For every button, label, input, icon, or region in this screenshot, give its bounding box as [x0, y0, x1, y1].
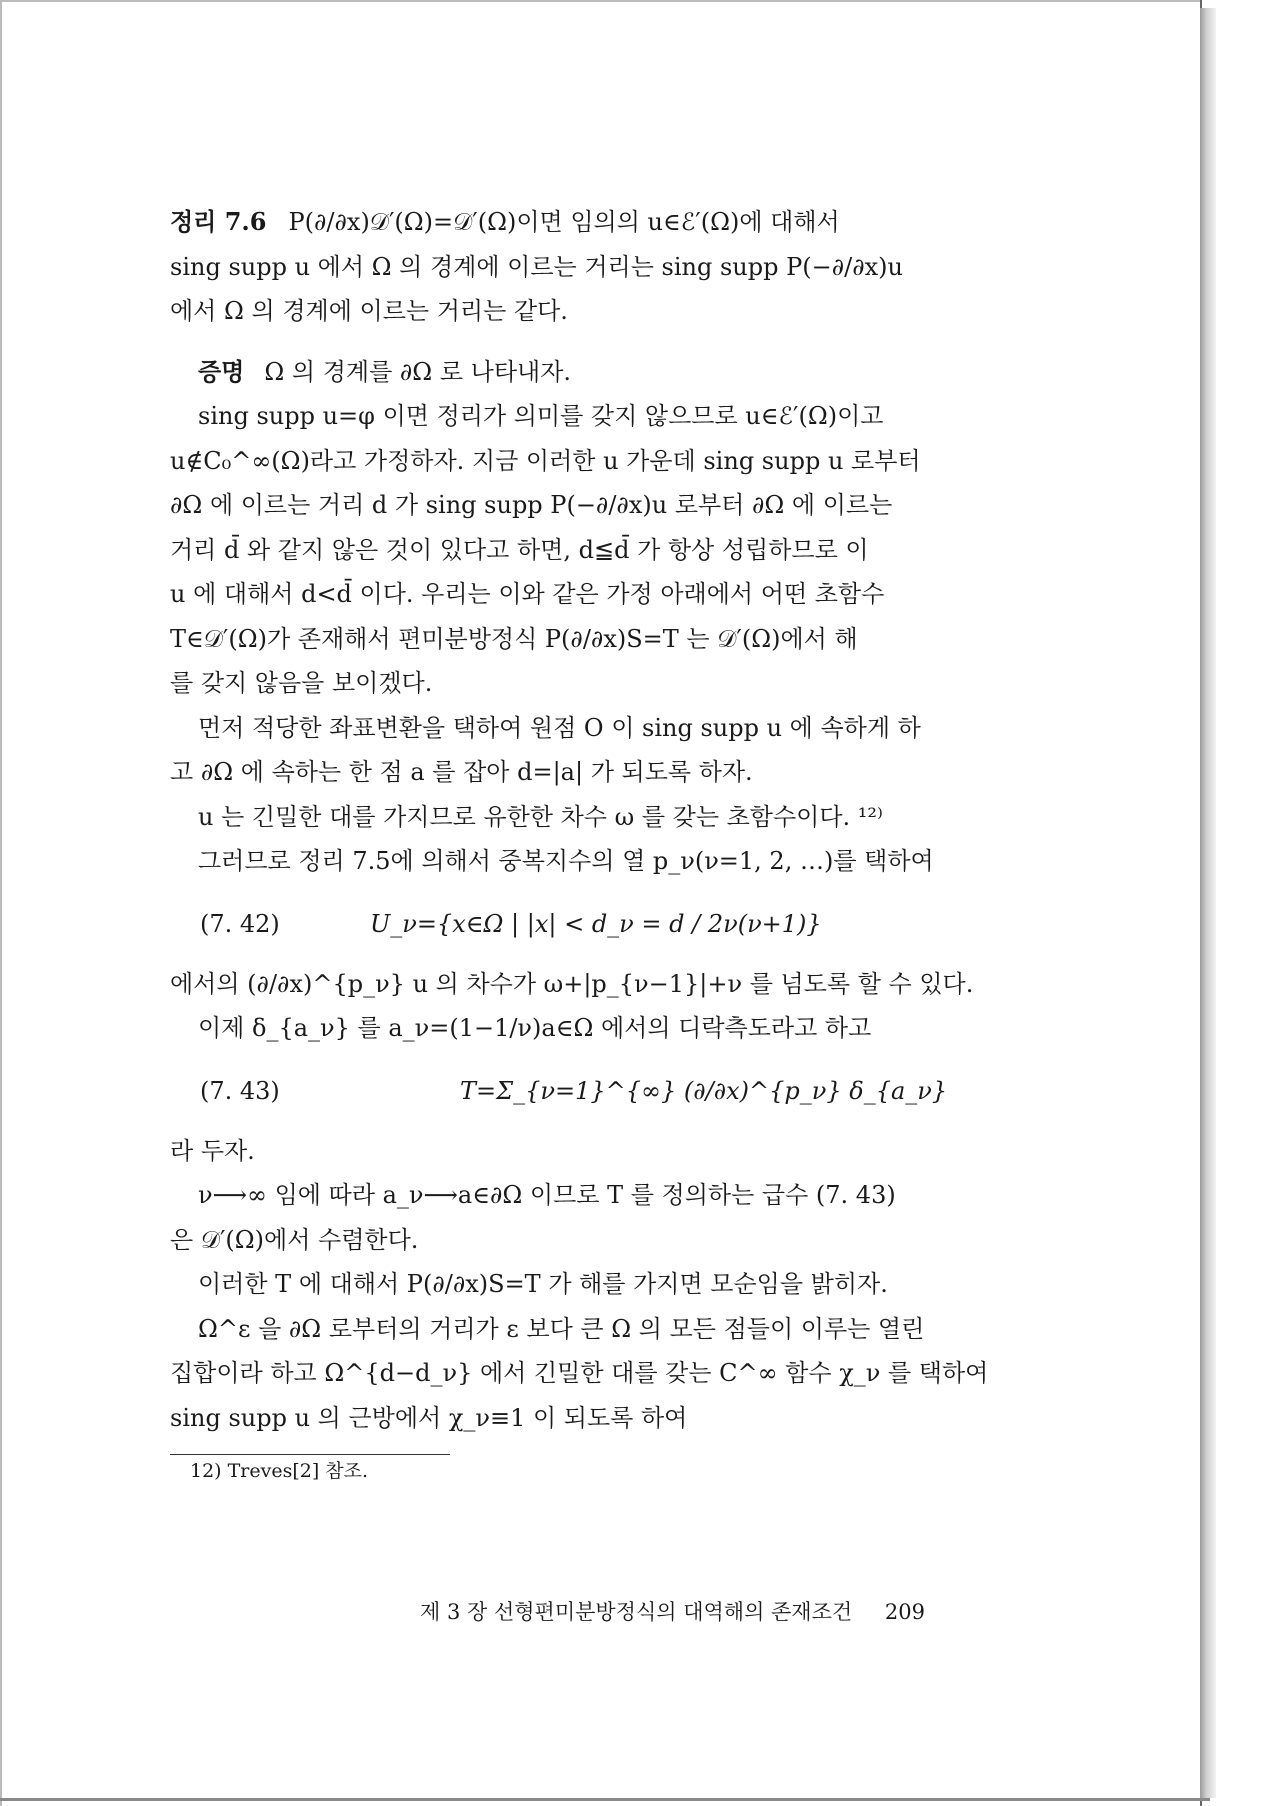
theorem-line-3: 에서 Ω 의 경계에 이르는 거리는 같다. [170, 297, 568, 325]
equation-7-42 [170, 884, 1020, 962]
equation-body-7-43: T=Σ_{ν=1}^{∞} (∂/∂x)^{p_ν} δ_{a_ν} [460, 1076, 948, 1105]
theorem-line-1 [170, 200, 1020, 245]
proof-intro-line [170, 350, 1020, 395]
proof-para1-line-2: u∉C₀^∞(Ω)라고 가정하자. 지금 이러한 u 가운데 sing supp u 로부터 [170, 446, 921, 475]
proof-para7: 라 두자. [170, 1136, 255, 1165]
proof-para4: 그러므로 정리 7.5에 의해서 중복지수의 열 p_ν(ν=1, 2, …)를 택하여 [198, 847, 934, 875]
theorem-text-1: P(∂/∂x)𝒟′(Ω)=𝒟′(Ω)이면 임의의 u∈ℰ′(Ω)에 대해서 [288, 208, 840, 236]
proof-para8-line-2: 은 𝒟′(Ω)에서 수렴한다. [170, 1225, 419, 1254]
page-left-edge [0, 0, 2, 1806]
page-content [170, 200, 1020, 1487]
proof-para10-line-1: Ω^ε 을 ∂Ω 로부터의 거리가 ε 보다 큰 Ω 의 모든 점들이 이루는 열린 [198, 1314, 925, 1343]
proof-para6: 이제 δ_{a_ν} 를 a_ν=(1−1/ν)a∈Ω 에서의 디락측도라고 하고 [198, 1014, 872, 1042]
proof-para9: 이러한 T 에 대해서 P(∂/∂x)S=T 가 해를 가지면 모순임을 밝히자. [198, 1270, 888, 1298]
proof-para1-line-4: 거리 d̄ 와 같지 않은 것이 있다고 하면, d≦d̄ 가 항상 성립하므로 이 [170, 535, 869, 564]
proof-intro: Ω 의 경계를 ∂Ω 로 나타내자. [264, 357, 572, 386]
page-shadow [1200, 8, 1216, 1798]
theorem-label: 정리 7.6 [170, 207, 267, 236]
proof-label: 증명 [198, 356, 245, 386]
page-top-edge [0, 0, 1200, 2]
proof-para2-line-2: 고 ∂Ω 에 속하는 한 점 a 를 잡아 d=|a| 가 되도록 하자. [170, 758, 753, 786]
equation-body-7-42: U_ν={x∈Ω | |x| < d_ν = d / 2ν(ν+1)} [370, 909, 822, 938]
footnote: 12) Treves[2] 참조. [190, 1460, 369, 1482]
proof-para8-line-1: ν⟶∞ 임에 따라 a_ν⟶a∈∂Ω 이므로 T 를 정의하는 급수 (7. 43) [198, 1181, 896, 1209]
proof-para3: u 는 긴밀한 대를 가지므로 유한한 차수 ω 를 갖는 초함수이다. ¹²⁾ [198, 802, 883, 831]
page-bottom-edge [0, 1798, 1210, 1801]
proof-para1-line-6: T∈𝒟′(Ω)가 존재해서 편미분방정식 P(∂/∂x)S=T 는 𝒟′(Ω)에서 해 [170, 624, 858, 653]
proof-para1-line-3: ∂Ω 에 이르는 거리 d 가 sing supp P(−∂/∂x)u 로부터 ∂Ω 에 이르는 [170, 491, 893, 519]
equation-number-7-42: (7. 42) [200, 909, 280, 938]
proof-para10-line-2: 집합이라 하고 Ω^{d−d_ν} 에서 긴밀한 대를 갖는 C^∞ 함수 χ_ν 를 택하여 [170, 1359, 989, 1387]
proof-para5: 에서의 (∂/∂x)^{p_ν} u 의 차수가 ω+|p_{ν−1}|+ν 를 넘도록 할 수 있다. [170, 969, 974, 998]
proof-para1-line-5: u 에 대해서 d<d̄ 이다. 우리는 이와 같은 가정 아래에서 어떤 초함수 [170, 580, 885, 608]
equation-number-7-43: (7. 43) [200, 1076, 280, 1105]
proof-para2-line-1: 먼저 적당한 좌표변환을 택하여 원점 O 이 sing supp u 에 속하게 하 [198, 713, 921, 742]
chapter-title: 제 3 장 선형편미분방정식의 대역해의 존재조건 [420, 1600, 853, 1624]
proof-para10-line-3: sing supp u 의 근방에서 χ_ν≡1 이 되도록 하여 [170, 1403, 688, 1432]
proof-para1-line-7: 를 갖지 않음을 보이겠다. [170, 669, 433, 697]
equation-7-43 [170, 1051, 1020, 1129]
running-footer [420, 1596, 925, 1626]
theorem-line-2: sing supp u 에서 Ω 의 경계에 이르는 거리는 sing supp P(−∂/∂x)u [170, 252, 903, 281]
page-number: 209 [884, 1600, 925, 1624]
proof-para1-line-1: sing supp u=φ 이면 정리가 의미를 갖지 않으므로 u∈ℰ′(Ω)이고 [198, 402, 884, 430]
